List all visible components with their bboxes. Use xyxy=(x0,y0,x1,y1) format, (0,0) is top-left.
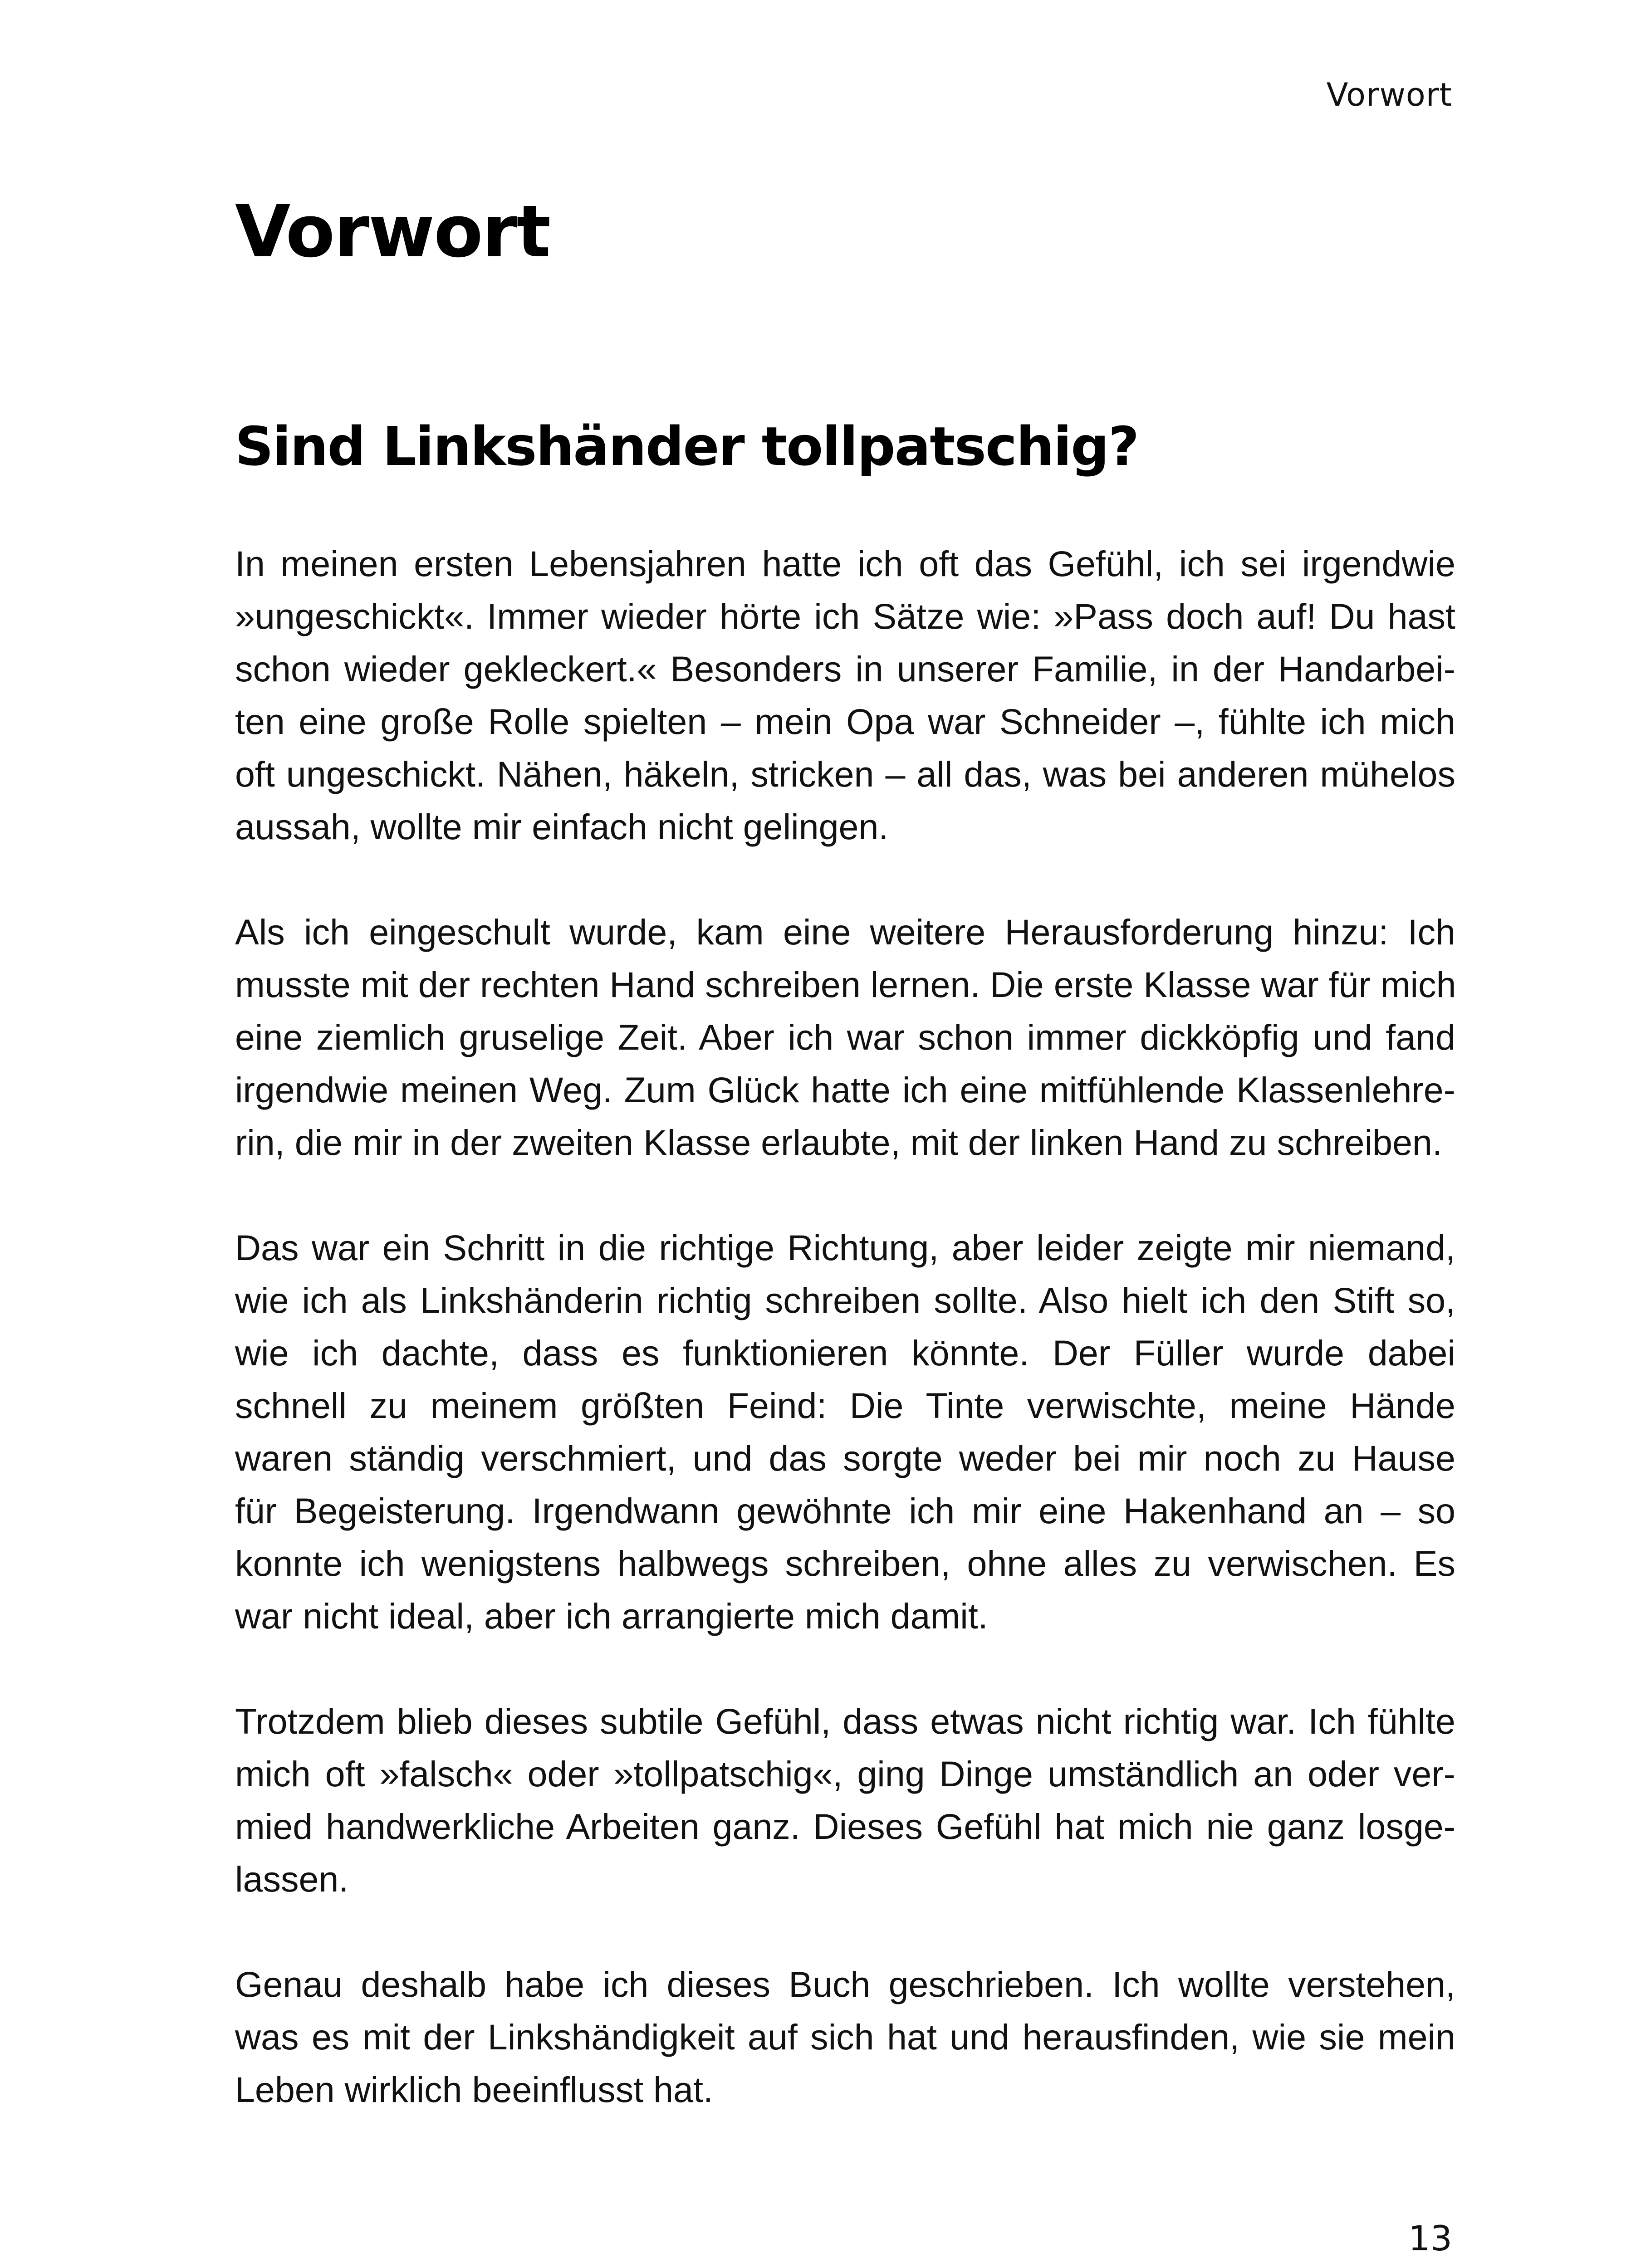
running-header: Vorwort xyxy=(1326,76,1452,113)
text-line: Als ich eingeschult wurde, kam eine weitere Herausforderung hinzu: Ich xyxy=(235,912,1455,952)
page-number: 13 xyxy=(1408,2218,1452,2258)
text-line: war nicht ideal, aber ich arrangierte mich damit. xyxy=(235,1596,988,1636)
text-line: für Begeisterung. Irgendwann gewöhnte ich mir eine Hakenhand an – so xyxy=(235,1491,1455,1531)
text-line: musste mit der rechten Hand schreiben lernen. Die erste Klasse war für mich xyxy=(235,964,1456,1005)
text-line: »ungeschickt«. Immer wieder hörte ich Sätze wie: »Pass doch auf! Du hast xyxy=(235,596,1455,636)
text-line: mich oft »falsch« oder »tollpatschig«, ging Dinge umständlich an oder ver- xyxy=(235,1754,1455,1794)
text-line: ten eine große Rolle spielten – mein Opa war Schneider –, fühlte ich mich xyxy=(235,701,1455,742)
text-line: Das war ein Schritt in die richtige Richtung, aber leider zeigte mir niemand, xyxy=(235,1227,1455,1268)
paragraph-5 xyxy=(235,1958,1455,2116)
text-line: schnell zu meinem größten Feind: Die Tinte verwischte, meine Hände xyxy=(235,1385,1455,1426)
text-line: mied handwerkliche Arbeiten ganz. Dieses Gefühl hat mich nie ganz losge- xyxy=(235,1806,1455,1847)
text-line: oft ungeschickt. Nähen, häkeln, stricken – all das, was bei anderen mühelos xyxy=(235,754,1455,794)
paragraph-2 xyxy=(235,906,1455,1169)
text-line: wie ich dachte, dass es funktionieren könnte. Der Füller wurde dabei xyxy=(235,1333,1455,1373)
text-line: eine ziemlich gruselige Zeit. Aber ich war schon immer dickköpfig und fand xyxy=(235,1017,1455,1057)
text-line: aussah, wollte mir einfach nicht gelingen. xyxy=(235,807,889,847)
section-title: Sind Linkshänder tollpatschig? xyxy=(235,415,1139,478)
text-line: irgendwie meinen Weg. Zum Glück hatte ich eine mitfühlende Klassenlehre- xyxy=(235,1070,1455,1110)
text-line: lassen. xyxy=(235,1859,349,1899)
text-line: Genau deshalb habe ich dieses Buch geschrieben. Ich wollte verstehen, xyxy=(235,1964,1455,2004)
paragraph-3 xyxy=(235,1222,1455,1642)
paragraph-4 xyxy=(235,1695,1455,1906)
text-line: wie ich als Linkshänderin richtig schreiben sollte. Also hielt ich den Stift so, xyxy=(235,1280,1455,1320)
text-line: waren ständig verschmiert, und das sorgte weder bei mir noch zu Hause xyxy=(235,1438,1455,1478)
chapter-title: Vorwort xyxy=(235,190,550,274)
text-line: Leben wirklich beeinflusst hat. xyxy=(235,2069,713,2110)
paragraph-1 xyxy=(235,538,1455,853)
body-text xyxy=(235,538,1455,2169)
text-line: schon wieder gekleckert.« Besonders in unserer Familie, in der Handarbei- xyxy=(235,649,1455,689)
text-line: konnte ich wenigstens halbwegs schreiben, ohne alles zu verwischen. Es xyxy=(235,1543,1455,1584)
text-line: rin, die mir in der zweiten Klasse erlaubte, mit der linken Hand zu schreiben. xyxy=(235,1122,1442,1163)
text-line: In meinen ersten Lebensjahren hatte ich oft das Gefühl, ich sei irgendwie xyxy=(235,543,1455,584)
text-line: was es mit der Linkshändigkeit auf sich hat und herausfinden, wie sie mein xyxy=(235,2017,1455,2057)
text-line: Trotzdem blieb dieses subtile Gefühl, dass etwas nicht richtig war. Ich fühlte xyxy=(235,1701,1455,1741)
